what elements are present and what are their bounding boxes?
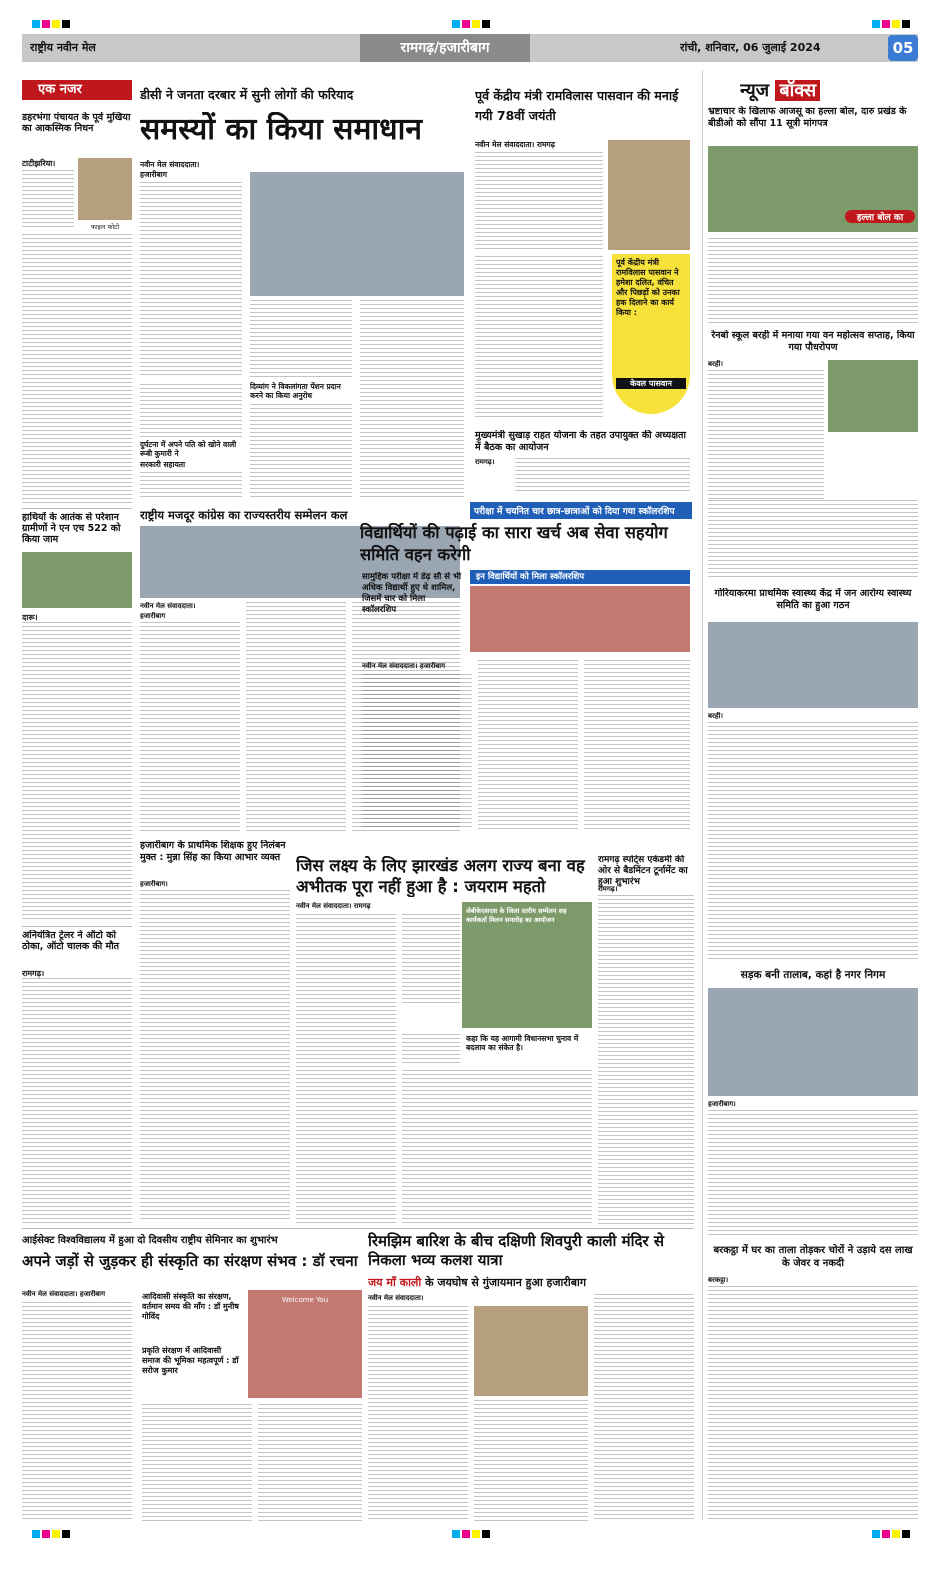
story10-headline: रिमझिम बारिश के बीच दक्षिणी शिवपुरी काली मंदिर से निकला भव्य कलश यात्रा [368,1232,664,1269]
photo-caption: फाइल फोटो [90,223,119,231]
news2-body-b [708,500,918,580]
story10-byline: नवीन मेल संवाददाता। [368,1294,424,1302]
story1-kicker: डीसी ने जनता दरबार में सुनी लोगों की फरियाद [140,87,354,102]
story10-body-col2 [474,1400,588,1522]
story1-body-col1b [140,384,242,438]
news5-body [708,1286,918,1522]
masthead-section: रामगढ़/हजारीबाग [360,34,530,62]
masthead-paper-name: राष्ट्रीय नवीन मेल [30,41,96,54]
story2-headline: पूर्व केंद्रीय मंत्री रामविलास पासवान की मनाई गयी 78वीं जयंती [475,88,679,123]
ek-nazar-label: एक नजर [22,80,132,100]
story7-sub: कहा कि यह आगामी विधानसभा चुनाव में बदलाव का संकेत है। [466,1034,579,1052]
story5-box-headline: सामुहिक परीक्षा में डेढ़ सौ से भी अधिक विद्यार्थी हुए थे शामिल, जिसमें चार को मिला स्कॉलरशिप [362,572,462,615]
story9-kicker: आईसेक्ट विश्वविद्यालय में हुआ दो दिवसीय राष्ट्रीय सेमिनार का शुभारंभ [22,1235,278,1246]
divider [22,508,132,509]
story1-photo [250,172,464,296]
news4-body [708,1110,918,1238]
story5-student-photos [470,586,690,652]
story1-body-col1c [140,472,242,500]
ek-nazar-item2-body [22,622,132,922]
story9-body-col1 [22,1302,132,1522]
divider [22,926,132,927]
registration-marks-bottom [22,1530,918,1538]
story4-body-col1 [140,622,240,832]
divider [22,1228,694,1229]
news5-place: बरकट्ठा। [708,1276,729,1284]
story6-place: हजारीबाग। [140,880,168,888]
ek-nazar-item1-body-b [22,234,132,504]
ek-nazar-item1-place: टाटीझरिया। [22,159,56,168]
story10-photo [474,1306,588,1396]
news3-body [708,722,918,962]
story6-headline: हजारीबाग के प्राथमिक शिक्षक हुए निलंबन मुक्त : मुन्ना सिंह का किया आभार व्यक्त [140,840,286,863]
story4-byline: नवीन मेल संवाददाता। [140,602,196,610]
news1-body [708,238,918,324]
news-box-label1: न्यूज [740,80,770,101]
story5-byline: नवीन मेल संवाददाता। हजारीबाग [362,662,446,670]
news5-headline: बरकट्ठा में घर का ताला तोड़कर चोरों ने उड़ाये दस लाख के जेवर व नकदी [713,1245,913,1269]
story9-photo [248,1290,362,1398]
paswan-portrait [608,140,690,250]
story3-headline: मुख्यमंत्री सुखाड़ राहत योजना के तहत उपायुक्त की अध्यक्षता में बैठक का आयोजन [475,430,686,453]
masthead-date: रांची, शनिवार, 06 जुलाई 2024 [680,41,821,54]
story6-body [140,890,290,1220]
story5-headline: विद्यार्थियों की पढ़ाई का सारा खर्च अब सेवा सहयोग समिति वहन करेगी [360,523,668,564]
story8-place: रामगढ़। [598,885,618,893]
story9-headline: अपने जड़ों से जुड़कर ही संस्कृति का संरक्षण संभव : डॉ रचना [22,1252,358,1270]
news1-headline: भ्रष्टाचार के खिलाफ आजसू का हल्ला बोल, दारु प्रखंड के बीडीओ को सौंपा 11 सूत्री मांगपत्र [708,106,907,129]
story5-scholarship-bar: इन विद्यार्थियों को मिला स्कॉलरशिप [470,570,690,584]
paswan-quote-name: केवल पासवान [616,378,686,389]
story5-kicker: परीक्षा में चयनित चार छात्र-छात्राओं को दिया गया स्कॉलरशिप [470,502,692,519]
page-number: 05 [888,35,918,61]
story9-photo-text: Welcome You [281,1296,329,1304]
story3-body [515,458,690,494]
news1-banner: हल्ला बोल का [845,210,915,223]
news-box-label [740,78,820,102]
story7-photo-caption: जेबीकेएसएस के जिला स्तरीय सम्मेलन सह कार्यकर्ता मिलन समारोह का आयोजन [466,907,567,924]
story8-headline: रामगढ़ स्पोर्ट्स एकेडमी की ओर से बैडमिंटन टूर्नामेंट का हुआ शुभारंभ [598,855,688,887]
story7-body-col3 [402,1070,592,1224]
story3-place: रामगढ़। [475,458,495,466]
story4-place: हजारीबाग [140,612,166,620]
story7-body-col1 [296,914,396,1224]
story10-body-col1 [368,1306,468,1522]
story10-body-col3 [594,1294,694,1522]
registration-marks-top [22,20,918,28]
news2-photo [828,360,918,432]
news2-headline: रेनबो स्कूल बरही में मनाया गया वन महोत्सव सप्ताह, किया गया पौधरोपण [711,330,915,353]
story5-body-col2 [478,660,578,830]
news4-place: हजारीबाग। [708,1100,736,1108]
story1-body-col1 [140,182,242,378]
story1-byline: नवीन मेल संवाददाता। [140,160,200,169]
story9-body-col2 [142,1404,252,1522]
news4-photo [708,988,918,1096]
story1-body-col2 [250,300,352,380]
news-box-label2: बॉक्स [775,80,820,101]
story7-byline: नवीन मेल संवाददाता। रामगढ़ [296,902,371,910]
story2-body-b [475,256,603,420]
story7-headline: जिस लक्ष्य के लिए झारखंड अलग राज्य बना वह अभीतक पूरा नहीं हुआ है : जयराम महतो [296,856,585,896]
story4-body-col2 [246,602,346,832]
ek-nazar-item3-place: रामगढ़। [22,969,45,978]
news2-body-a [708,370,824,500]
news3-headline: गोरियाकरमा प्राथमिक स्वास्थ्य केंद्र में जन आरोग्य स्वास्थ्य समिति का हुआ गठन [714,588,912,611]
story9-bullet1: आदिवासी संस्कृति का संरक्षण, वर्तमान समय की माँग : डॉ मुनीष गोविंद [142,1292,239,1321]
story1-place: हजारीबाग [140,170,167,179]
story9-bullet2: प्रकृति संरक्षण में आदिवासी समाज की भूमिका महत्वपूर्ण : डॉ सरोज कुमार [142,1346,239,1375]
story1-sub3: सरकारी सहायता [140,460,186,469]
story4-headline: राष्ट्रीय मजदूर कांग्रेस का राज्यस्तरीय सम्मेलन कल [140,508,348,522]
story8-body [598,895,694,1225]
paswan-quote: पूर्व केंद्रीय मंत्री रामविलास पासवान ने हमेशा दलित, वंचित और पिछड़ों को उनका हक दिलाने का कार्य किया : [616,258,680,317]
elephant-protest-photo [22,552,132,608]
story1-sub1: दिव्यांग ने विकलांगता पेंशन प्रदान करने का किया अनुरोध [250,382,341,400]
story1-body-col3 [360,300,464,500]
story7-body-col2b [402,1034,460,1064]
ek-nazar-item2-headline: हाथियों के आतंक से परेशान ग्रामीणों ने एन एच 522 को किया जाम [22,512,121,545]
news3-photo [708,622,918,708]
news3-place: बरही। [708,712,724,720]
story2-byline: नवीन मेल संवाददाता। रामगढ़ [475,140,555,149]
news4-headline: सड़क बनी तालाब, कहां है नगर निगम [740,969,886,981]
story7-body-col2a [402,914,460,1004]
news2-place: बरही। [708,360,724,368]
story10-kicker [368,1275,694,1290]
obituary-photo [78,158,132,220]
ek-nazar-item1-body-a [22,170,74,230]
story9-byline: नवीन मेल संवाददाता। हजारीबाग [22,1290,106,1298]
story1-sub2: दुर्घटना में अपने पति को खोने वाली रूबी कुमारी ने [140,440,237,458]
story10-kicker-red: जय माँ काली [368,1276,422,1289]
story9-body-col3 [258,1404,362,1522]
story1-body-col2b [250,404,352,500]
story2-body-a [475,152,603,252]
ek-nazar-item3-body [22,978,132,1226]
story10-kicker-rest: के जयघोष से गुंजायमान हुआ हजारीबाग [425,1276,587,1289]
story5-body-col3 [584,660,690,830]
story1-headline: समस्यों का किया समाधान [140,112,423,147]
story5-body-col1 [362,674,472,830]
ek-nazar-item3-headline: अनियंत्रित ट्रेलर ने ऑटो को ठोका, ऑटो चालक की मौत [22,930,120,952]
ek-nazar-item1-headline: डहरभंगा पंचायत के पूर्व मुखिया का आकस्मिक निधन [22,112,131,134]
ek-nazar-item2-place: दारू। [22,613,38,622]
